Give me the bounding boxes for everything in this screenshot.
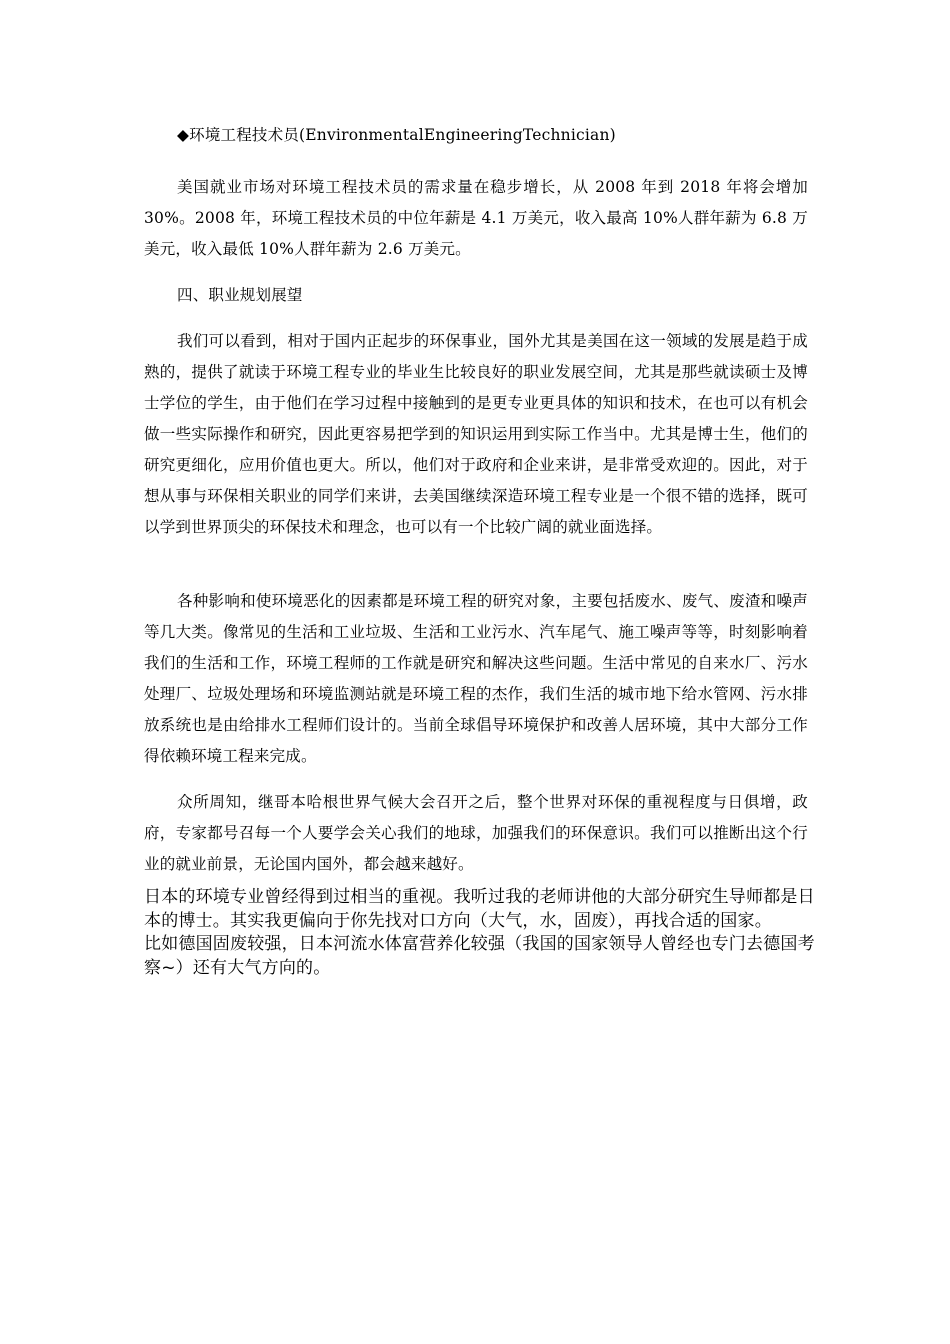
- section-four-heading: 四、职业规划展望: [177, 286, 303, 304]
- technician-paragraph: 美国就业市场对环境工程技术员的需求量在稳步增长，从 2008 年到 2018 年将会增加 30%。2008 年，环境工程技术员的中位年薪是 4.1 万美元，收入最高 10%人群年薪为 6.8 万美元，收入最低 10%人群年薪为 2.6 万美元。: [144, 178, 808, 258]
- factors-paragraph: 各种影响和使环境恶化的因素都是环境工程的研究对象，主要包括废水、废气、废渣和噪声等几大类。像常见的生活和工业垃圾、生活和工业污水、汽车尾气、施工噪声等等，时刻影响着我们的生活和工作，环境工程师的工作就是研究和解决这些问题。生活中常见的自来水厂、污水处理厂、垃圾处理场和环境监测站就是环境工程的杰作，我们生活的城市地下给水管网、污水排放系统也是由给排水工程师们设计的。当前全球倡导环境保护和改善人居环境，其中大部分工作得依赖环境工程来完成。: [144, 592, 808, 765]
- germany-paragraph: 比如德国固废较强，日本河流水体富营养化较强（我国的国家领导人曾经也专门去德国考察~）还有大气方向的。: [144, 934, 815, 978]
- appended-notes: [144, 886, 816, 980]
- copenhagen-paragraph: 众所周知，继哥本哈根世界气候大会召开之后，整个世界对环保的重视程度与日俱增，政府，专家都号召每一个人要学会关心我们的地球，加强我们的环保意识。我们可以推断出这个行业的就业前景，无论国内国外，都会越来越好。: [144, 793, 808, 873]
- technician-heading: ◆环境工程技术员(EnvironmentalEngineeringTechnician): [177, 126, 616, 144]
- outlook-paragraph: 我们可以看到，相对于国内正起步的环保事业，国外尤其是美国在这一领域的发展是趋于成熟的，提供了就读于环境工程专业的毕业生比较良好的职业发展空间，尤其是那些就读硕士及博士学位的学生，由于他们在学习过程中接触到的是更专业更具体的知识和技术，在也可以有机会做一些实际操作和研究，因此更容易把学到的知识运用到实际工作当中。尤其是博士生，他们的研究更细化，应用价值也更大。所以，他们对于政府和企业来讲，是非常受欢迎的。因此，对于想从事与环保相关职业的同学们来讲，去美国继续深造环境工程专业是一个很不错的选择，既可以学到世界顶尖的环保技术和理念，也可以有一个比较广阔的就业面选择。: [144, 332, 808, 536]
- japan-paragraph: 日本的环境专业曾经得到过相当的重视。我听过我的老师讲他的大部分研究生导师都是日本的博士。其实我更偏向于你先找对口方向（大气，水，固废），再找合适的国家。: [144, 887, 815, 931]
